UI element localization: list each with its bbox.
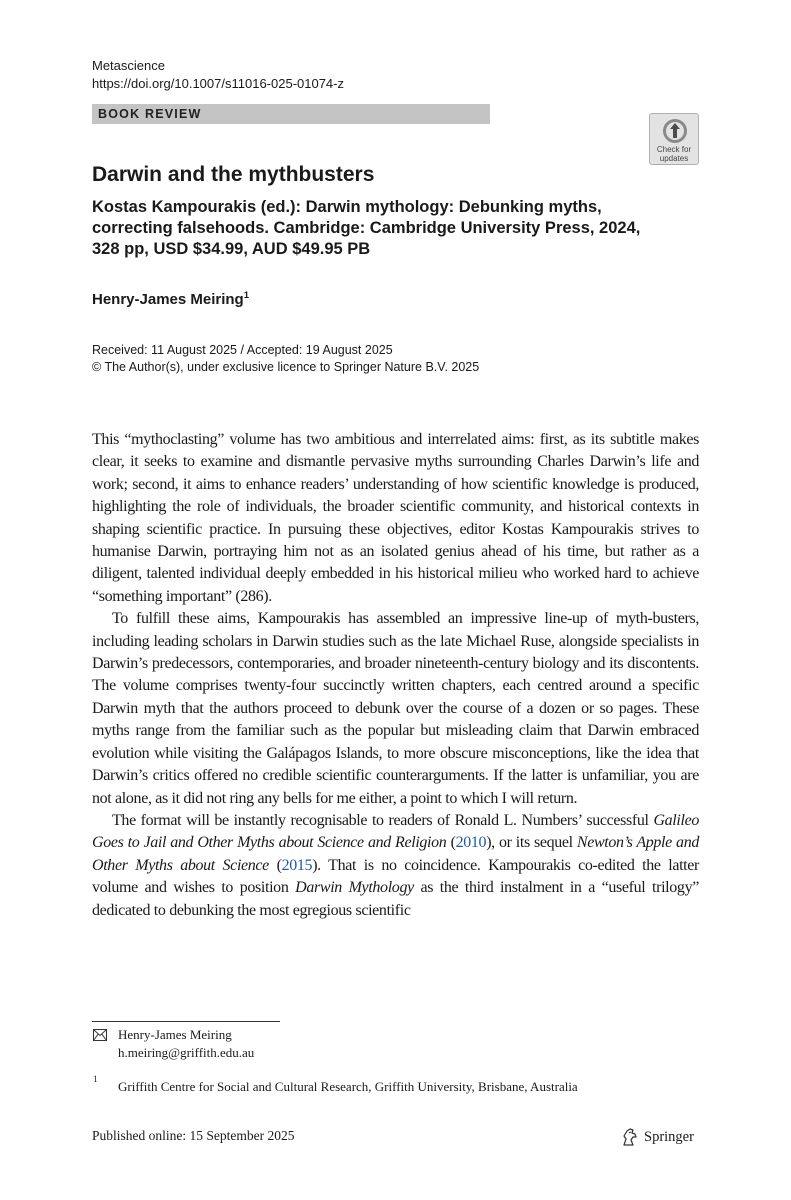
author-name xyxy=(92,290,249,308)
published-date: Published online: 15 September 2025 xyxy=(92,1128,295,1143)
p3-text: ( xyxy=(268,856,282,874)
paragraph-2: To fulfill these aims, Kampourakis has assembled an impressive line-up of myth-busters, including leading scholars in Darwin studies such as the late Michael Ruse, alongside specialists in Darwin’s predecessors, contemporaries, and broader nineteenth-century biology and its discontents. The volume comprises twenty-four succinctly written chapters, each centred around a specific Darwin myth that the authors proceed to debunk over the course of a dozen or so pages. These myths range from the familiar such as the popular but misleading claim that Darwin embraced evolution while visiting the Galápagos Islands, to more obscure misconceptions, like the idea that Darwin’s critics offered no credible scientific counterarguments. If the latter is unfamiliar, you are not alone, as it did not ring any bells for me either, a point to which I will return. xyxy=(92,610,699,807)
p3-text: as the third instalment in a “useful trilogy” dedicated to debunking the most egregious scientific xyxy=(92,879,699,919)
envelope-icon xyxy=(93,1029,107,1041)
p3-text: ). That is no coincidence. Kampourakis co-edited the latter volume and wishes to position xyxy=(92,856,700,897)
citation-2010[interactable]: 2010 xyxy=(455,834,487,852)
footnote-divider xyxy=(92,1021,280,1022)
doi-link[interactable]: https://doi.org/10.1007/s11016-025-01074-z xyxy=(92,76,344,91)
section-bar xyxy=(92,104,490,124)
journal-name: Metascience xyxy=(92,58,165,73)
check-for-updates-icon xyxy=(662,118,688,144)
book-title-newton: Newton’s Apple and Other Myths about Science xyxy=(92,834,699,874)
springer-horse-icon xyxy=(621,1127,639,1147)
section-label: BOOK REVIEW xyxy=(98,107,202,121)
corresponding-author-name: Henry-James Meiring xyxy=(118,1027,232,1042)
article-title: Darwin and the mythbusters xyxy=(92,163,375,186)
paragraph-3 xyxy=(92,810,699,922)
book-info: Kostas Kampourakis (ed.): Darwin mythology: Debunking myths, correcting falsehoods. Cambridge: Cambridge University Press, 2024, 328 pp, USD $34.99, AUD $49.95 PB xyxy=(92,198,641,258)
book-title-darwin-mythology: Darwin Mythology xyxy=(295,879,414,897)
publisher-name: Springer xyxy=(644,1129,694,1145)
corresponding-author-email[interactable]: h.meiring@griffith.edu.au xyxy=(118,1045,255,1060)
license-notice: © The Author(s), under exclusive licence to Springer Nature B.V. 2025 xyxy=(92,360,480,374)
citation-2015[interactable]: 2015 xyxy=(281,856,313,874)
p3-text: ), or its sequel xyxy=(486,834,577,852)
body-text xyxy=(92,429,699,922)
p3-text: The format will be instantly recognisable to readers of Ronald L. Numbers’ successful xyxy=(112,811,654,829)
book-title-galileo: Galileo Goes to Jail and Other Myths about Science and Religion xyxy=(92,811,699,852)
affiliation-mark[interactable]: 1 xyxy=(243,290,250,301)
check-for-updates-button[interactable]: Check for updates xyxy=(649,113,699,165)
article-dates: Received: 11 August 2025 / Accepted: 19 August 2025 xyxy=(92,343,393,357)
author-name-text: Henry-James Meiring xyxy=(92,291,244,308)
affiliation-text: Griffith Centre for Social and Cultural Research, Griffith University, Brisbane, Australia xyxy=(118,1079,578,1094)
p3-text: ( xyxy=(446,834,456,852)
affiliation-number: 1 xyxy=(93,1074,98,1084)
paragraph-1: This “mythoclasting” volume has two ambitious and interrelated aims: first, as its subtitle makes clear, it seeks to examine and dismantle pervasive myths surrounding Charles Darwin’s life and work; second, it aims to enhance readers’ understanding of how scientific knowledge is produced, highlighting the role of individuals, the broader scientific community, and historical contexts in shaping scientific practice. In pursuing these objectives, editor Kostas Kampourakis strives to humanise Darwin, portraying him not as an isolated genius ahead of his time, but rather as a diligent, talented individual deeply embedded in his historical milieu who worked hard to achieve “something important” (286). xyxy=(92,431,699,605)
